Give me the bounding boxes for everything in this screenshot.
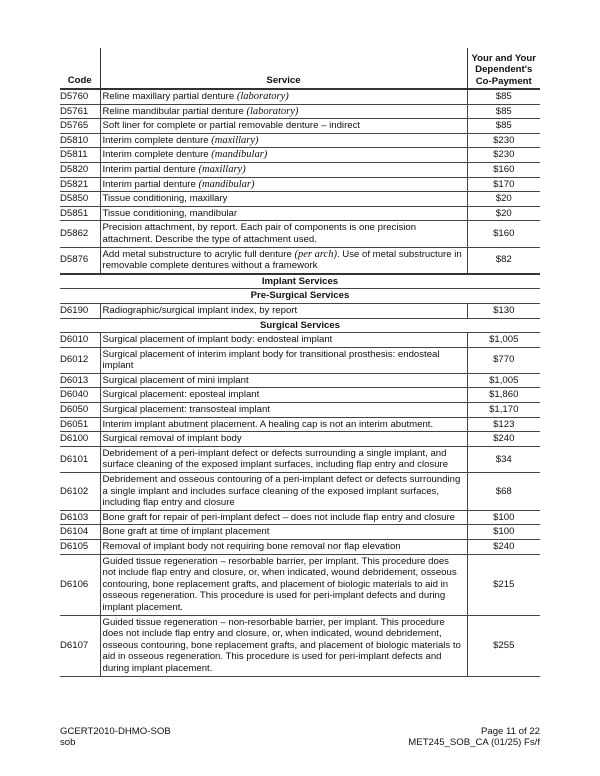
procedure-code: D6051 [60, 417, 100, 432]
header-copay-line3: Co-Payment [475, 75, 532, 87]
table-row [60, 510, 540, 525]
service-qualifier: (per arch) [294, 248, 337, 260]
procedure-code: D6100 [60, 432, 100, 447]
procedure-code: D6040 [60, 388, 100, 403]
service-text: Guided tissue regeneration – resorbable barrier, per implant. This procedure does not include flap entry and closure, or, when indicated, wound debridement, osseous contouring, bone replacement grafts, and placement of biologic materials to aid in osseous regeneration. This procedure is used for peri-implant defects and during implant placement. [102, 555, 457, 613]
service-text: Guided tissue regeneration – non-resorbable barrier, per implant. This procedure does not include flap entry and closure, or, when indicated, wound debridement, osseous contouring, bone replacement grafts, and placement of biologic materials to aid in osseous regeneration. This procedure is used for peri-implant defects and during implant placement. [102, 616, 461, 674]
table-row [60, 417, 540, 432]
service-description [100, 432, 467, 447]
procedure-code: D6103 [60, 510, 100, 525]
footer-right [408, 726, 540, 748]
service-text: Surgical placement of mini implant [102, 374, 249, 386]
copayment-amount: $130 [467, 303, 540, 318]
service-description [100, 554, 467, 615]
copayment-amount: $20 [467, 206, 540, 221]
procedure-code: D5810 [60, 133, 100, 148]
copayment-amount: $160 [467, 221, 540, 247]
procedure-code: D5862 [60, 221, 100, 247]
service-description [100, 615, 467, 676]
procedure-code: D6107 [60, 615, 100, 676]
service-description [100, 388, 467, 403]
service-qualifier: (laboratory) [236, 91, 289, 102]
header-service: Service [100, 48, 467, 89]
prosthodontic-rows [60, 89, 540, 274]
service-qualifier: (mandibular) [211, 149, 268, 161]
footer-doc-id: GCERT2010-DHMO-SOB [60, 726, 171, 737]
copayment-amount: $82 [467, 247, 540, 274]
table-row [60, 119, 540, 134]
pre-surgical-rows [60, 303, 540, 318]
copayment-amount: $85 [467, 104, 540, 119]
service-text: Reline maxillary partial denture [102, 91, 237, 102]
copayment-amount: $34 [467, 446, 540, 472]
section-header-implant-services: Implant Services [60, 274, 540, 289]
procedure-code: D6050 [60, 403, 100, 418]
service-description [100, 148, 467, 163]
surgical-rows [60, 333, 540, 676]
table-row [60, 615, 540, 676]
service-text: Precision attachment, by report. Each pair of components is one precision attachment. Describe the type of attachment used. [102, 222, 417, 245]
copayment-amount: $1,005 [467, 333, 540, 348]
procedure-code: D6104 [60, 525, 100, 540]
service-text: Reline mandibular partial denture [102, 105, 247, 117]
service-description [100, 162, 467, 177]
service-text: Surgical removal of implant body [102, 433, 242, 445]
service-text: Bone graft at time of implant placement [102, 526, 270, 538]
service-text: Interim implant abutment placement. A healing cap is not an interim abutment. [102, 418, 434, 430]
procedure-code: D6013 [60, 373, 100, 388]
service-text: Surgical placement of interim implant body for transitional prosthesis: endosteal implant [102, 348, 440, 372]
procedure-code: D5761 [60, 104, 100, 119]
service-text: Surgical placement: eposteal implant [102, 389, 260, 401]
procedure-code: D6106 [60, 554, 100, 615]
service-description [100, 177, 467, 192]
service-qualifier: (maxillary) [211, 134, 259, 146]
copayment-amount: $230 [467, 148, 540, 163]
implant-section [60, 274, 540, 304]
service-text: Removal of implant body not requiring bone removal nor flap elevation [102, 541, 401, 552]
service-description [100, 247, 467, 274]
copayment-amount: $240 [467, 432, 540, 447]
copayment-amount: $1,005 [467, 373, 540, 388]
service-description [100, 333, 467, 348]
procedure-code: D6010 [60, 333, 100, 348]
service-text: Interim partial denture [102, 178, 199, 190]
table-row [60, 373, 540, 388]
copayment-amount: $230 [467, 133, 540, 148]
copayment-amount: $170 [467, 177, 540, 192]
footer-doc-type: sob [60, 737, 76, 748]
copayment-amount: $100 [467, 525, 540, 540]
copayment-amount: $68 [467, 473, 540, 511]
service-text: Surgical placement: transosteal implant [102, 404, 270, 416]
service-text: Add metal substructure to acrylic full denture [102, 248, 295, 260]
copayment-amount: $1,860 [467, 388, 540, 403]
table-row [60, 473, 540, 511]
procedure-code: D6190 [60, 303, 100, 318]
service-text: Debridement and osseous contouring of a peri-implant defect or defects surrounding a single implant and includes surface cleaning of the exposed implant surfaces, including flap entry and closure [102, 474, 461, 509]
service-description [100, 540, 467, 555]
table-row [60, 540, 540, 555]
service-text: Interim complete denture [102, 134, 212, 146]
service-description [100, 473, 467, 511]
service-text: Interim complete denture [102, 149, 212, 161]
procedure-code: D5811 [60, 148, 100, 163]
header-copayment [467, 48, 540, 89]
procedure-code: D6105 [60, 540, 100, 555]
copayment-amount: $85 [467, 119, 540, 134]
service-description [100, 347, 467, 373]
procedure-code: D5851 [60, 206, 100, 221]
table-row [60, 388, 540, 403]
service-text: Interim partial denture [102, 163, 199, 175]
service-description [100, 403, 467, 418]
service-text: Tissue conditioning, maxillary [102, 193, 228, 205]
service-text: Surgical placement of implant body: endosteal implant [102, 334, 333, 346]
copayment-amount: $255 [467, 615, 540, 676]
service-text: Tissue conditioning, mandibular [102, 207, 238, 219]
service-text-continued: . Use of metal substructure in removable complete dentures without a framework [102, 248, 462, 272]
table-row [60, 177, 540, 192]
copayment-amount: $160 [467, 162, 540, 177]
copayment-amount: $85 [467, 89, 540, 104]
procedure-code: D6012 [60, 347, 100, 373]
service-description [100, 373, 467, 388]
table-row [60, 432, 540, 447]
service-qualifier: (mandibular) [198, 178, 255, 190]
service-text: Radiographic/surgical implant index, by report [102, 304, 298, 316]
service-description [100, 417, 467, 432]
copayment-amount: $1,170 [467, 403, 540, 418]
header-copay-line2: Dependent's [475, 64, 533, 75]
benefits-schedule-page [60, 48, 540, 677]
table-row [60, 133, 540, 148]
procedure-code: D6101 [60, 446, 100, 472]
table-row [60, 162, 540, 177]
table-row [60, 192, 540, 207]
procedure-code: D5850 [60, 192, 100, 207]
table-row [60, 303, 540, 318]
copayment-table [60, 48, 540, 677]
table-row [60, 525, 540, 540]
service-qualifier: (laboratory) [246, 105, 299, 117]
table-row [60, 403, 540, 418]
service-description [100, 303, 467, 318]
surgical-section [60, 318, 540, 333]
page-number: Page 11 of 22 [480, 726, 540, 737]
service-description [100, 192, 467, 207]
copayment-amount: $123 [467, 417, 540, 432]
table-row [60, 89, 540, 104]
copayment-amount: $240 [467, 540, 540, 555]
copayment-amount: $20 [467, 192, 540, 207]
footer-left [60, 726, 171, 748]
section-header-pre-surgical-services: Pre-Surgical Services [60, 289, 540, 304]
service-description [100, 89, 467, 104]
service-description [100, 206, 467, 221]
copayment-amount: $100 [467, 510, 540, 525]
service-text: Bone graft for repair of peri-implant defect – does not include flap entry and closure [102, 511, 456, 523]
table-row [60, 333, 540, 348]
table-row [60, 446, 540, 472]
copayment-amount: $770 [467, 347, 540, 373]
procedure-code: D5821 [60, 177, 100, 192]
table-row [60, 221, 540, 247]
table-row [60, 206, 540, 221]
procedure-code: D6102 [60, 473, 100, 511]
service-description [100, 119, 467, 134]
procedure-code: D5876 [60, 247, 100, 274]
table-header-row [60, 48, 540, 89]
table-row [60, 104, 540, 119]
table-row [60, 554, 540, 615]
header-copay-line1: Your and Your [471, 52, 536, 64]
header-code: Code [60, 48, 100, 89]
procedure-code: D5820 [60, 162, 100, 177]
footer-form-id: MET245_SOB_CA (01/25) Fs/f [408, 737, 540, 748]
service-description [100, 446, 467, 472]
service-text: Debridement of a peri-implant defect or defects surrounding a single implant, and surface cleaning of the exposed implant surfaces, including flap entry and closure [102, 447, 449, 471]
table-row [60, 347, 540, 373]
table-row [60, 148, 540, 163]
procedure-code: D5760 [60, 89, 100, 104]
copayment-amount: $215 [467, 554, 540, 615]
service-description [100, 221, 467, 247]
service-description [100, 104, 467, 119]
service-qualifier: (maxillary) [198, 163, 246, 175]
table-row [60, 247, 540, 274]
service-description [100, 525, 467, 540]
service-description [100, 133, 467, 148]
section-header-surgical-services: Surgical Services [60, 318, 540, 333]
service-text: Soft liner for complete or partial removable denture – indirect [102, 120, 361, 132]
procedure-code: D5765 [60, 119, 100, 134]
service-description [100, 510, 467, 525]
